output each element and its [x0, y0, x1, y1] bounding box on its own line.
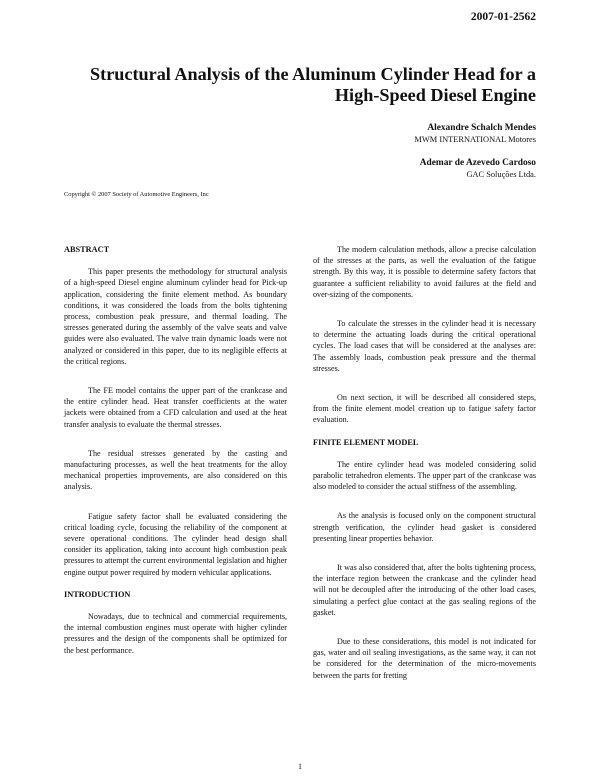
abstract-paragraph: The residual stresses generated by the casting and manufacturing processes, as well the heat treatments for the alloy mechanical properties improvements, are also considered on this analysis. [64, 448, 287, 492]
author-affiliation: GAC Soluções Ltda. [466, 170, 536, 179]
right-column [313, 244, 536, 692]
paper-id: 2007-01-2562 [470, 11, 536, 23]
paper-title: Structural Analysis of the Aluminum Cylinder Head for a High-Speed Diesel Engine [90, 64, 536, 105]
body-paragraph: To calculate the stresses in the cylinder head it is necessary to determine the actuating loads during the critical operational cycles. The load cases that will be considered at the analyses are: The assembly loads, combustion peak pressure and the thermal stresses. [313, 319, 536, 373]
introduction-heading: INTRODUCTION [64, 589, 131, 599]
author-name: Alexandre Schalch Mendes [427, 123, 536, 133]
left-column [64, 244, 287, 667]
abstract-paragraph: This paper presents the methodology for structural analysis of a high-speed Diesel engine aluminum cylinder head for Pick-up application, considering the finite element method. As boundary conditions, it was considered the loads from the bolts tightening process, combustion peak pressure, and thermal loading. The stresses generated during the assembly of the valve seats and valve guides were also evaluated. The valve train dynamic loads were not analyzed or considered in this paper, due to its negligible effects at the critical regions. [64, 267, 287, 366]
body-paragraph: On next section, it will be described all considered steps, from the finite element model creation up to fatigue safety factor evaluation. [313, 393, 536, 425]
author-block-2 [420, 157, 536, 181]
abstract-heading: ABSTRACT [64, 245, 110, 254]
fem-paragraph: The entire cylinder head was modeled considering solid parabolic tetrahedron elements. The upper part of the crankcase was also modeled to consider the actual stiffness of the assembling. [313, 459, 536, 492]
abstract-paragraph: The FE model contains the upper part of the crankcase and the entire cylinder head. Heat transfer coefficients at the water jackets were obtained from a CFD calculation and used at the heat transfer analysis to evaluate the thermal stresses. [64, 386, 287, 429]
fem-paragraph: Due to these considerations, this model is not indicated for gas, water and oil sealing investigations, as the same way, it can not be considered for the determination of the micro-movements between the parts for fretting [313, 637, 536, 680]
fem-heading: FINITE ELEMENT MODEL [313, 437, 419, 447]
author-block-1 [414, 122, 536, 146]
author-affiliation: MWM INTERNATIONAL Motores [414, 135, 536, 144]
abstract-paragraph: Fatigue safety factor shall be evaluated considering the critical loading cycle, focusing the reliability of the component at severe operational conditions. The cylinder head design shall consider its application, taking into account high combustion peak pressures to attempt the current environmental legislation and higher engine output power required by modern vehicular applications. [64, 511, 287, 577]
introduction-paragraph: Nowadays, due to technical and commercial requirements, the internal combustion engines must operate with higher cylinder pressures and the design of the components shall be optimized for the best performance. [64, 612, 287, 655]
body-paragraph: The modern calculation methods, allow a precise calculation of the stresses at the parts, as well the evaluation of the fatigue strength. By this way, it is possible to determine safety factors that guarantee a sufficient reliability to avoid failures at the field and over-sizing of the components. [313, 245, 536, 299]
copyright-notice: Copyright © 2007 Society of Automotive Engineers, Inc [64, 191, 209, 198]
fem-paragraph: It was also considered that, after the bolts tightening process, the interface region between the crankcase and the cylinder head will not be decoupled after the introducing of the other load cases, simulating a perfect glue contact at the gas sealing regions of the gasket. [313, 563, 536, 617]
page-number: 1 [298, 762, 302, 771]
author-name: Ademar de Azevedo Cardoso [419, 158, 536, 168]
fem-paragraph: As the analysis is focused only on the component structural strength verification, the cylinder head gasket is considered presenting linear properties behavior. [313, 511, 536, 543]
